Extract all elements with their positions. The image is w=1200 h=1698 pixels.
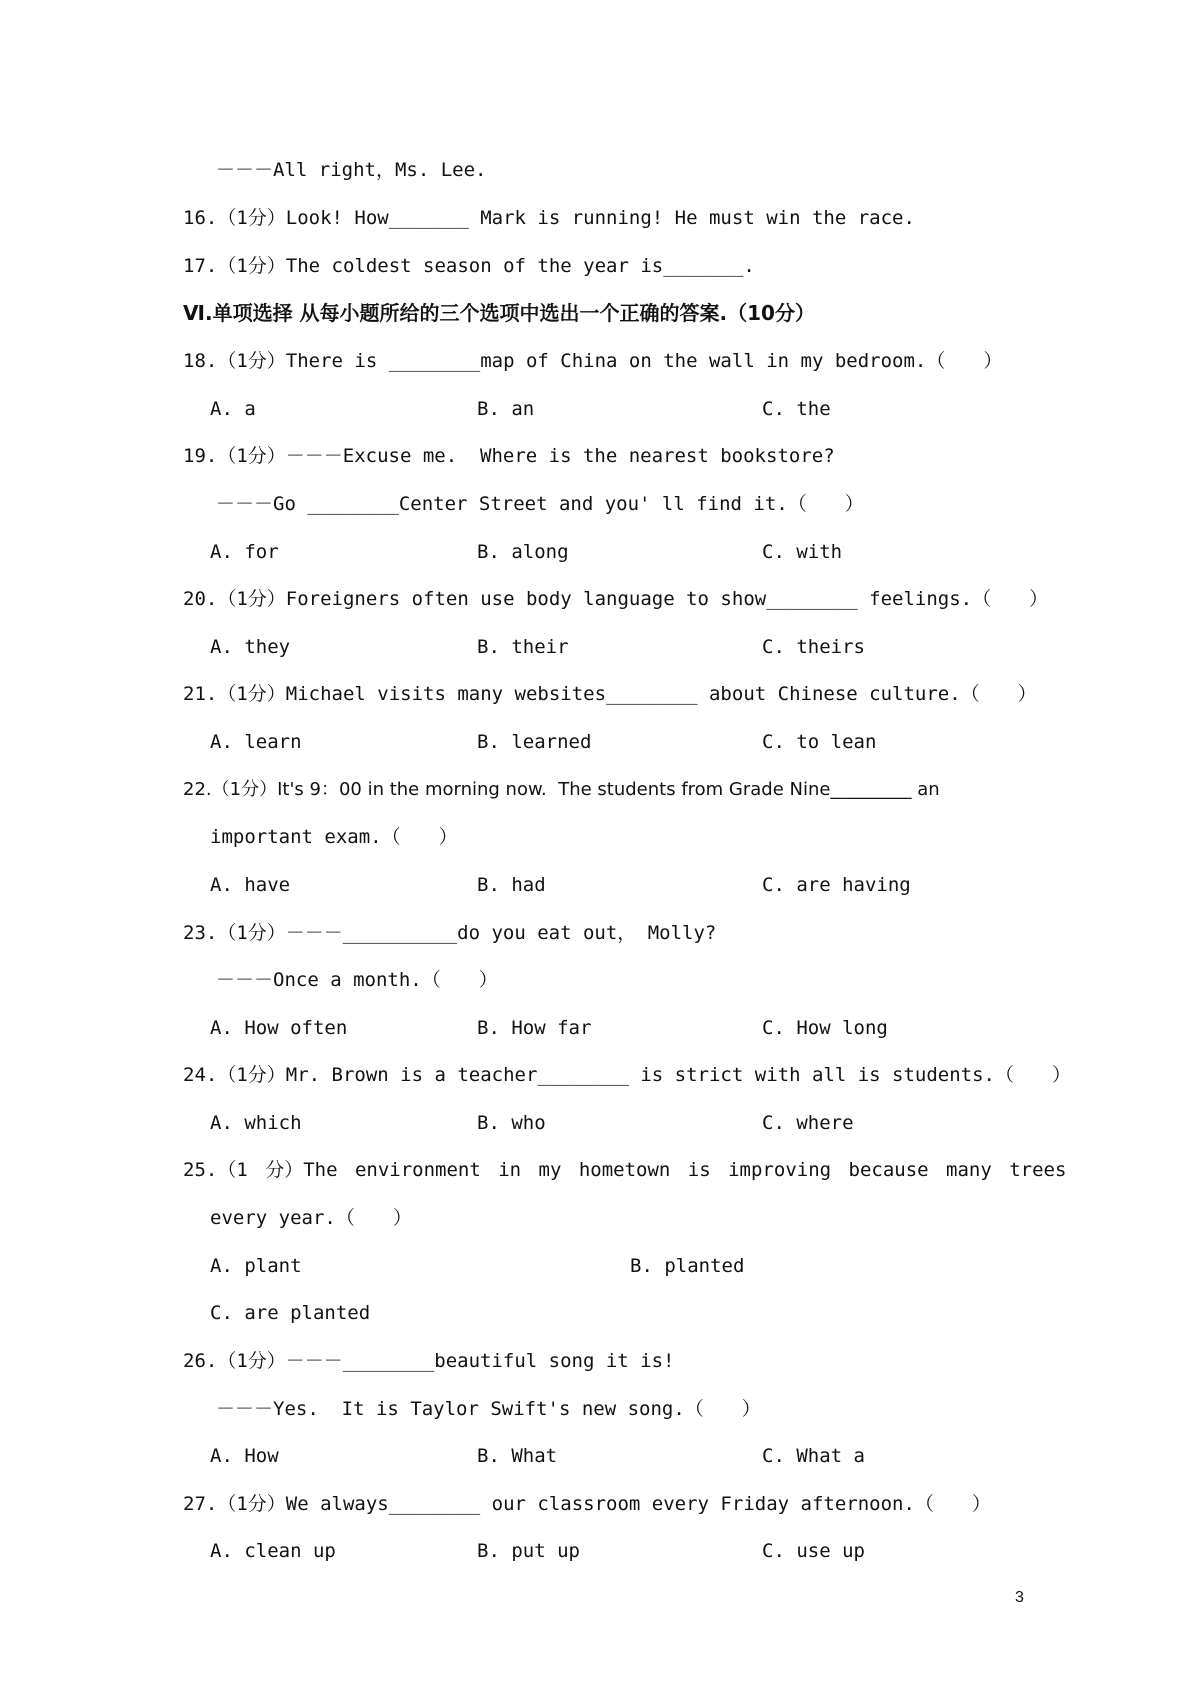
option-b: B. put up xyxy=(477,1540,580,1562)
option-a: A. for xyxy=(210,541,279,563)
option-a: A. How often xyxy=(210,1017,348,1039)
dialogue-line: －－－All right，Ms. Lee. xyxy=(216,159,487,181)
option-b: B. their xyxy=(477,636,569,658)
option-c: C. where xyxy=(762,1112,854,1134)
option-c: C. are having xyxy=(762,874,911,896)
question-24: 24.（1分）Mr. Brown is a teacher________ is strict with all is students.（ ） xyxy=(183,1064,1071,1086)
question-17: 17.（1分）The coldest season of the year is_______. xyxy=(183,255,755,277)
section-heading: Ⅵ.单项选择 从每小题所给的三个选项中选出一个正确的答案.（10分） xyxy=(183,301,815,325)
question-19: 19.（1分）－－－Excuse me. Where is the nearest bookstore? xyxy=(183,445,835,467)
option-a: A. which xyxy=(210,1112,302,1134)
question-23: 23.（1分）－－－__________do you eat out， Molly? xyxy=(183,922,717,944)
option-b: B. learned xyxy=(477,731,592,753)
option-c: C. the xyxy=(762,398,831,420)
question-25: 25.（1 分）The environment in my hometown is improving because many trees xyxy=(183,1159,1067,1181)
option-c: C. with xyxy=(762,541,843,563)
question-20: 20.（1分）Foreigners often use body language to show________ feelings.（ ） xyxy=(183,588,1049,610)
option-b: B. planted xyxy=(630,1255,745,1277)
question-22-line-2: important exam.（ ） xyxy=(210,826,458,848)
option-a: A. they xyxy=(210,636,291,658)
option-a: A. plant xyxy=(210,1255,302,1277)
page-number: 3 xyxy=(1015,1589,1024,1606)
question-27: 27.（1分）We always________ our classroom every Friday afternoon.（ ） xyxy=(183,1493,991,1515)
option-b: B. who xyxy=(477,1112,546,1134)
option-b: B. How far xyxy=(477,1017,592,1039)
question-19-line-2: －－－Go ________Center Street and you' ll find it.（ ） xyxy=(216,493,864,515)
question-23-line-2: －－－Once a month.（ ） xyxy=(216,969,498,991)
question-18: 18.（1分）There is ________map of China on the wall in my bedroom.（ ） xyxy=(183,350,1003,372)
option-a: A. clean up xyxy=(210,1540,336,1562)
question-22: 22.（1分）It's 9：00 in the morning now. The students from Grade Nine_________ an xyxy=(183,779,940,800)
question-26-line-2: －－－Yes. It is Taylor Swift's new song.（ ） xyxy=(216,1398,761,1420)
question-16: 16.（1分）Look! How_______ Mark is running! He must win the race. xyxy=(183,207,915,229)
option-a: A. learn xyxy=(210,731,302,753)
option-a: A. a xyxy=(210,398,256,420)
option-c: C. use up xyxy=(762,1540,865,1562)
option-c: C. are planted xyxy=(210,1302,371,1324)
option-b: B. had xyxy=(477,874,546,896)
option-c: C. How long xyxy=(762,1017,888,1039)
question-25-line-2: every year.（ ） xyxy=(210,1207,412,1229)
option-b: B. What xyxy=(477,1445,558,1467)
option-c: C. theirs xyxy=(762,636,865,658)
option-a: A. have xyxy=(210,874,291,896)
option-b: B. along xyxy=(477,541,569,563)
option-b: B. an xyxy=(477,398,535,420)
question-21: 21.（1分）Michael visits many websites________ about Chinese culture.（ ） xyxy=(183,683,1037,705)
question-26: 26.（1分）－－－________beautiful song it is! xyxy=(183,1350,675,1372)
option-c: C. What a xyxy=(762,1445,865,1467)
option-c: C. to lean xyxy=(762,731,877,753)
option-a: A. How xyxy=(210,1445,279,1467)
